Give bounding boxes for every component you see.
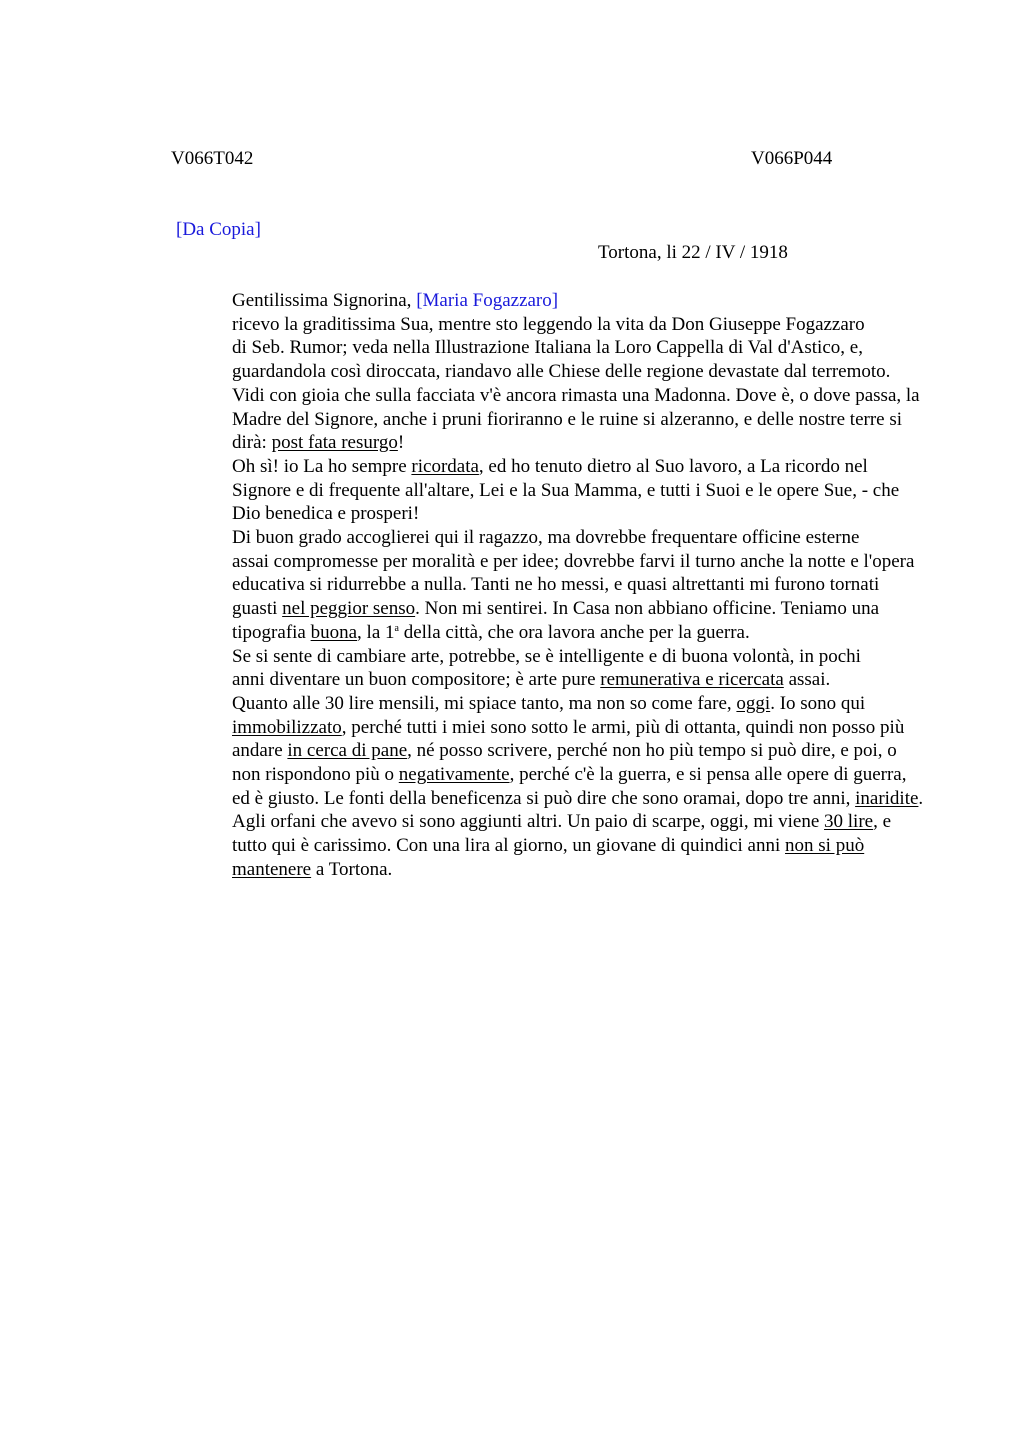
text-line bbox=[171, 810, 931, 834]
text-run: . Non mi sentirei. In Casa non abbiano officine. Teniamo una bbox=[415, 598, 880, 620]
text-line bbox=[171, 787, 931, 811]
text-run: Signore e di frequente all'altare, Lei e la Sua Mamma, e tutti i Suoi e le opere Sue, - che bbox=[232, 479, 900, 501]
text-run: non rispondono più o bbox=[232, 764, 399, 786]
underlined-text: inaridite bbox=[855, 787, 919, 809]
text-run: ed è giusto. Le fonti della beneficenza si può dire che sono oramai, dopo tre anni, bbox=[232, 787, 856, 809]
text-run: Di buon grado accoglierei qui il ragazzo, ma dovrebbe frequentare officine esterne bbox=[232, 527, 860, 549]
text-run: . bbox=[918, 787, 924, 809]
underlined-text: ricordata bbox=[411, 455, 479, 477]
underlined-text: immobilizzato bbox=[232, 716, 342, 738]
text-line bbox=[171, 573, 931, 597]
text-run: . Io sono qui bbox=[770, 692, 866, 714]
underlined-text: post fata resurgo bbox=[271, 432, 398, 454]
text-run: Quanto alle 30 lire mensili, mi spiace tanto, ma non so come fare, bbox=[232, 692, 737, 714]
text-line bbox=[171, 360, 931, 384]
text-line bbox=[171, 431, 931, 455]
text-line bbox=[171, 668, 931, 692]
underlined-text: buona bbox=[310, 621, 358, 643]
text-code: V066T042 bbox=[171, 148, 254, 169]
text-line bbox=[171, 526, 931, 550]
text-run: , perché tutti i miei sono sotto le armi, più di ottanta, quindi non posso più bbox=[341, 716, 905, 738]
text-line bbox=[171, 621, 931, 645]
text-run: Vidi con gioia che sulla facciata v'è ancora rimasta una Madonna. Dove è, o dove passa, la bbox=[232, 384, 920, 406]
text-line bbox=[171, 858, 931, 882]
letter-paragraph bbox=[171, 455, 931, 526]
text-run: guasti bbox=[232, 598, 283, 620]
underlined-text: oggi bbox=[736, 692, 771, 714]
salutation-greeting: Gentilissima Signorina, bbox=[232, 290, 417, 311]
source-note: [Da Copia] bbox=[176, 219, 261, 240]
text-run: ! bbox=[397, 432, 405, 454]
salutation bbox=[171, 289, 931, 313]
underlined-text: nel peggior senso bbox=[282, 598, 416, 620]
text-run: dirà: bbox=[232, 432, 272, 454]
text-run: Dio benedica e prosperi! bbox=[232, 503, 420, 525]
dateline: Tortona, li 22 / IV / 1918 bbox=[598, 242, 788, 263]
text-run: tutto qui è carissimo. Con una lira al giorno, un giovane di quindici anni bbox=[232, 835, 786, 857]
underlined-text: 30 lire bbox=[824, 811, 874, 833]
text-run: andare bbox=[232, 740, 288, 762]
underlined-text: non si può bbox=[785, 835, 865, 857]
text-run: assai compromesse per moralità e per idee; dovrebbe farvi il turno anche la notte e l'opera bbox=[232, 550, 915, 572]
text-run: tipografia bbox=[232, 621, 311, 643]
letter-body bbox=[171, 289, 931, 882]
text-run: Madre del Signore, anche i pruni fioriranno e le ruine si alzeranno, e delle nostre terre si bbox=[232, 408, 903, 430]
text-run: a Tortona. bbox=[311, 858, 393, 880]
text-run: Se si sente di cambiare arte, potrebbe, se è intelligente e di buona volontà, in pochi bbox=[232, 645, 861, 667]
letter-paragraphs bbox=[171, 313, 931, 882]
letter-paragraph bbox=[171, 526, 931, 645]
text-run: , e bbox=[873, 811, 892, 833]
page-code: V066P044 bbox=[751, 148, 833, 169]
ordinal-superscript: a bbox=[394, 622, 399, 634]
text-line bbox=[171, 739, 931, 763]
underlined-text: remunerativa e ricercata bbox=[600, 669, 784, 691]
text-run: , ed ho tenuto dietro al Suo lavoro, a La ricordo nel bbox=[478, 455, 868, 477]
text-line bbox=[171, 455, 931, 479]
text-line bbox=[171, 336, 931, 360]
underlined-text: mantenere bbox=[232, 858, 312, 880]
text-line bbox=[171, 763, 931, 787]
text-run: Oh sì! io La ho sempre bbox=[232, 455, 412, 477]
text-line bbox=[171, 384, 931, 408]
text-line bbox=[171, 597, 931, 621]
text-run: della città, che ora lavora anche per la guerra. bbox=[398, 621, 750, 643]
underlined-text: negativamente bbox=[398, 764, 510, 786]
text-line bbox=[171, 716, 931, 740]
text-run: Agli orfani che avevo si sono aggiunti altri. Un paio di scarpe, oggi, mi viene bbox=[232, 811, 825, 833]
text-line bbox=[171, 692, 931, 716]
letter-paragraph bbox=[171, 692, 931, 882]
text-run: guardandola così diroccata, riandavo alle Chiese delle regione devastate dal terremoto. bbox=[232, 361, 891, 383]
text-line bbox=[171, 313, 931, 337]
text-line bbox=[171, 645, 931, 669]
text-run: educativa si ridurrebbe a nulla. Tanti ne ho messi, e quasi altrettanti mi furono tornati bbox=[232, 574, 880, 596]
text-line bbox=[171, 550, 931, 574]
text-run: assai. bbox=[783, 669, 831, 691]
underlined-text: in cerca di pane bbox=[287, 740, 408, 762]
text-run: , né posso scrivere, perché non ho più tempo si può dire, e poi, o bbox=[407, 740, 897, 762]
recipient-name: [Maria Fogazzaro] bbox=[416, 290, 559, 311]
text-line bbox=[171, 502, 931, 526]
text-run: , perché c'è la guerra, e si pensa alle opere di guerra, bbox=[509, 764, 907, 786]
letter-paragraph bbox=[171, 313, 931, 455]
text-line bbox=[171, 834, 931, 858]
text-line bbox=[171, 408, 931, 432]
text-line bbox=[171, 479, 931, 503]
text-run: , la 1 bbox=[357, 621, 395, 643]
text-run: anni diventare un buon compositore; è arte pure bbox=[232, 669, 601, 691]
text-run: ricevo la graditissima Sua, mentre sto leggendo la vita da Don Giuseppe Fogazzaro bbox=[232, 313, 865, 335]
text-run: di Seb. Rumor; veda nella Illustrazione Italiana la Loro Cappella di Val d'Astico, e, bbox=[232, 337, 863, 359]
letter-paragraph bbox=[171, 645, 931, 692]
